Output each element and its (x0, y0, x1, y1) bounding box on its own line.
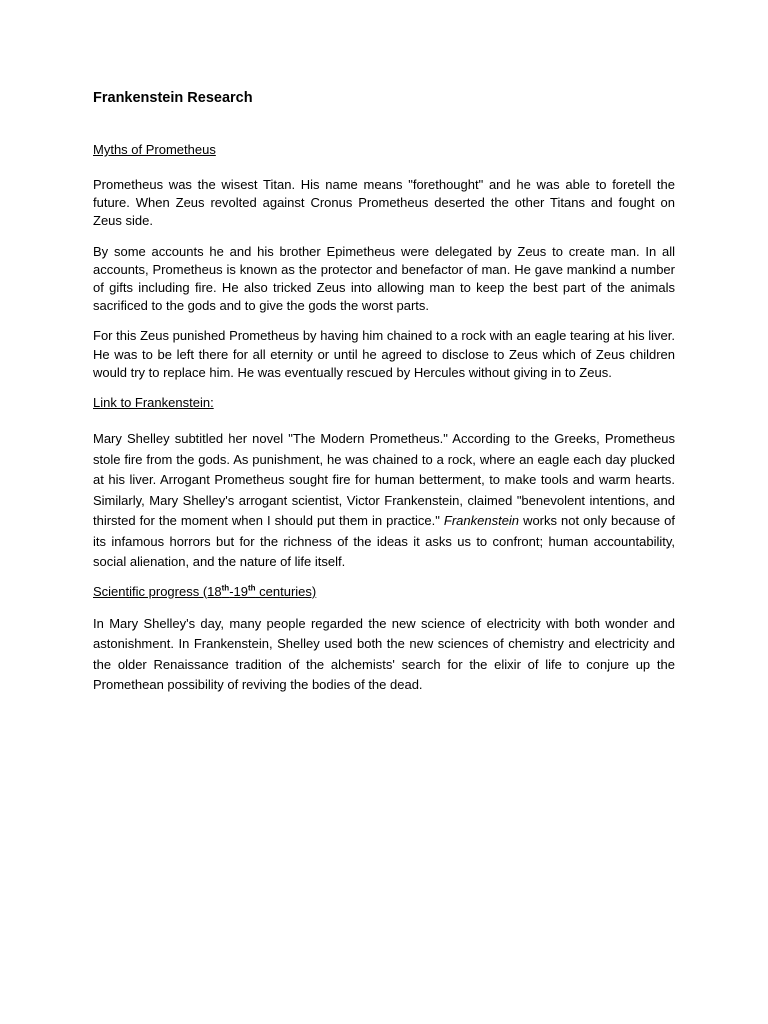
section-heading-myths: Myths of Prometheus (93, 142, 216, 157)
scientific-heading-sup-1: th (221, 583, 230, 593)
section-heading-link: Link to Frankenstein: (93, 395, 214, 411)
myths-paragraph-1: Prometheus was the wisest Titan. His name means "forethought" and he was able to foretell the future. When Zeus revolted against Cronus Prometheus deserted the other Titans and fought on Zeus side. (93, 177, 675, 229)
link-paragraph (93, 429, 675, 573)
scientific-heading-sup-2: th (247, 583, 256, 593)
link-paragraph-text-1: Mary Shelley subtitled her novel "The Modern Prometheus." According to the Greeks, Prometheus stole fire from the gods. As punishment, he was chained to a rock, where an eagle each day plucked at his liver. Arrogant Prometheus sought fire for human betterment, to make tools and warm hearts. Similarly, Mary Shelley's arrogant scientist, Victor Frankenstein, claimed "benevolent intentions, and thirsted for the moment when I should put them in practice." (93, 431, 675, 529)
scientific-heading-prefix: Scientific progress (18 (93, 583, 222, 599)
section-heading-scientific (93, 583, 675, 601)
scientific-heading-suffix: centuries) (255, 583, 317, 599)
link-paragraph-text-2: works not only because of its infamous horrors but for the richness of the ideas it asks us to confront; human accountability, social alienation, and the nature of life itself. (93, 513, 676, 570)
scientific-paragraph: In Mary Shelley's day, many people regarded the new science of electricity with both wonder and astonishment. In Frankenstein, Shelley used both the new sciences of chemistry and electricity and the older Renaissance tradition of the alchemists' search for the elixir of life to conjure up the Promethean possibility of reviving the bodies of the dead. (93, 615, 675, 693)
link-paragraph-italic-title: Frankenstein (443, 513, 520, 529)
document-title: Frankenstein Research (93, 90, 253, 106)
scientific-heading-mid: -19 (229, 583, 248, 599)
myths-paragraph-3: For this Zeus punished Prometheus by having him chained to a rock with an eagle tearing at his liver. He was to be left there for all eternity or until he agreed to disclose to Zeus which of Zeus children would try to replace him. He was eventually rescued by Hercules without giving in to Zeus. (93, 328, 675, 380)
myths-paragraph-2: By some accounts he and his brother Epimetheus were delegated by Zeus to create man. In all accounts, Prometheus is known as the protector and benefactor of man. He gave mankind a number of gifts including fire. He also tricked Zeus into allowing man to keep the best part of the animals sacrificed to the gods and to give the gods the worst parts. (93, 243, 675, 314)
document-page (93, 88, 675, 706)
